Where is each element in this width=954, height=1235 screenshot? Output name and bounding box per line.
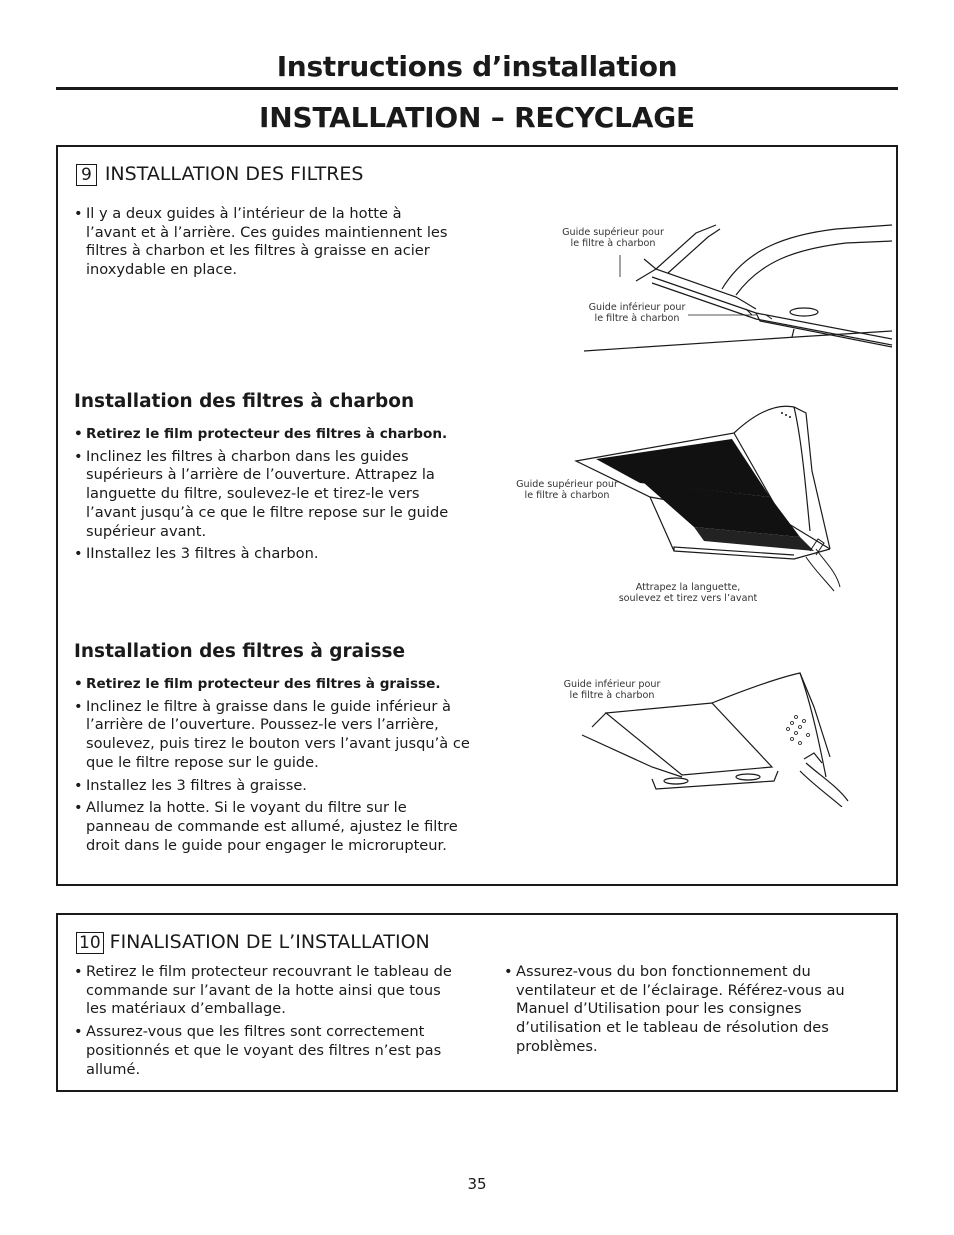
step9-box xyxy=(56,145,898,886)
section-title: INSTALLATION – RECYCLAGE xyxy=(259,101,695,134)
list-item: • Retirez le film protecteur des filtres à charbon. xyxy=(74,425,456,444)
step10-title: FINALISATION DE L’INSTALLATION xyxy=(109,931,430,953)
list-item: • Installez les 3 filtres à graisse. xyxy=(74,777,474,796)
page-number: 35 xyxy=(467,1175,487,1193)
figure-charcoal xyxy=(544,401,894,601)
grease-heading: Installation des filtres à graisse xyxy=(74,641,406,662)
charcoal-list xyxy=(74,425,456,568)
grease-list xyxy=(74,675,474,859)
step9-title: INSTALLATION DES FILTRES xyxy=(104,163,364,185)
fig1-label-bottom: Guide inférieur pour le filtre à charbon xyxy=(588,302,686,324)
fig3-label-guide: Guide inférieur pour le filtre à charbon xyxy=(563,679,661,701)
step9-heading xyxy=(76,163,364,186)
list-item: • Assurez-vous du bon fonctionnement du ventilateur et de l’éclairage. Référez-vous au Manuel d’Utilisation pour les consignes d’utilisation et le tableau de résolution des problèmes. xyxy=(504,963,890,1057)
charcoal-illustration xyxy=(544,401,894,601)
list-item: • Assurez-vous que les filtres sont correctement positionnés et que le voyant des filtres n’est pas allumé. xyxy=(74,1023,454,1079)
charcoal-heading: Installation des filtres à charbon xyxy=(74,391,415,412)
list-item: • Retirez le film protecteur recouvrant le tableau de commande sur l’avant de la hotte ainsi que tous les matériaux d’emballage. xyxy=(74,963,454,1019)
list-item: • Retirez le film protecteur des filtres à graisse. xyxy=(74,675,474,694)
list-item: • Il y a deux guides à l’intérieur de la hotte à l’avant et à l’arrière. Ces guides maintiennent les filtres à charbon et les filtres à graisse en acier inoxydable en place. xyxy=(74,205,456,280)
page-title: Instructions d’installation xyxy=(276,50,678,83)
step9-intro-list xyxy=(74,205,456,284)
step10-right-list xyxy=(504,963,890,1061)
fig1-label-top: Guide supérieur pour le filtre à charbon xyxy=(562,227,664,249)
title-rule xyxy=(56,87,898,90)
step10-heading xyxy=(76,931,430,954)
step9-number: 9 xyxy=(76,164,97,186)
fig2-label-tab: Attrapez la languette, soulevez et tirez vers l’avant xyxy=(618,582,758,604)
list-item: • Inclinez les filtres à charbon dans les guides supérieurs à l’arrière de l’ouverture. Attrapez la languette du filtre, soulevez-le et tirez-le vers l’avant jusqu’à ce que le filtre repose sur le guide supérieur avant. xyxy=(74,448,456,542)
step10-number: 10 xyxy=(76,932,104,954)
fig2-label-guide: Guide supérieur pour le filtre à charbon xyxy=(516,479,618,501)
list-item: • Inclinez le filtre à graisse dans le guide inférieur à l’arrière de l’ouverture. Poussez-le vers l’arrière, soulevez, puis tirez le bouton vers l’avant jusqu’à ce que le filtre repose sur le guide. xyxy=(74,698,474,773)
list-item: • IInstallez les 3 filtres à charbon. xyxy=(74,545,456,564)
step10-left-list xyxy=(74,963,454,1083)
step10-box xyxy=(56,913,898,1092)
list-item: • Allumez la hotte. Si le voyant du filtre sur le panneau de commande est allumé, ajustez le filtre droit dans le guide pour engager le microrupteur. xyxy=(74,799,474,855)
